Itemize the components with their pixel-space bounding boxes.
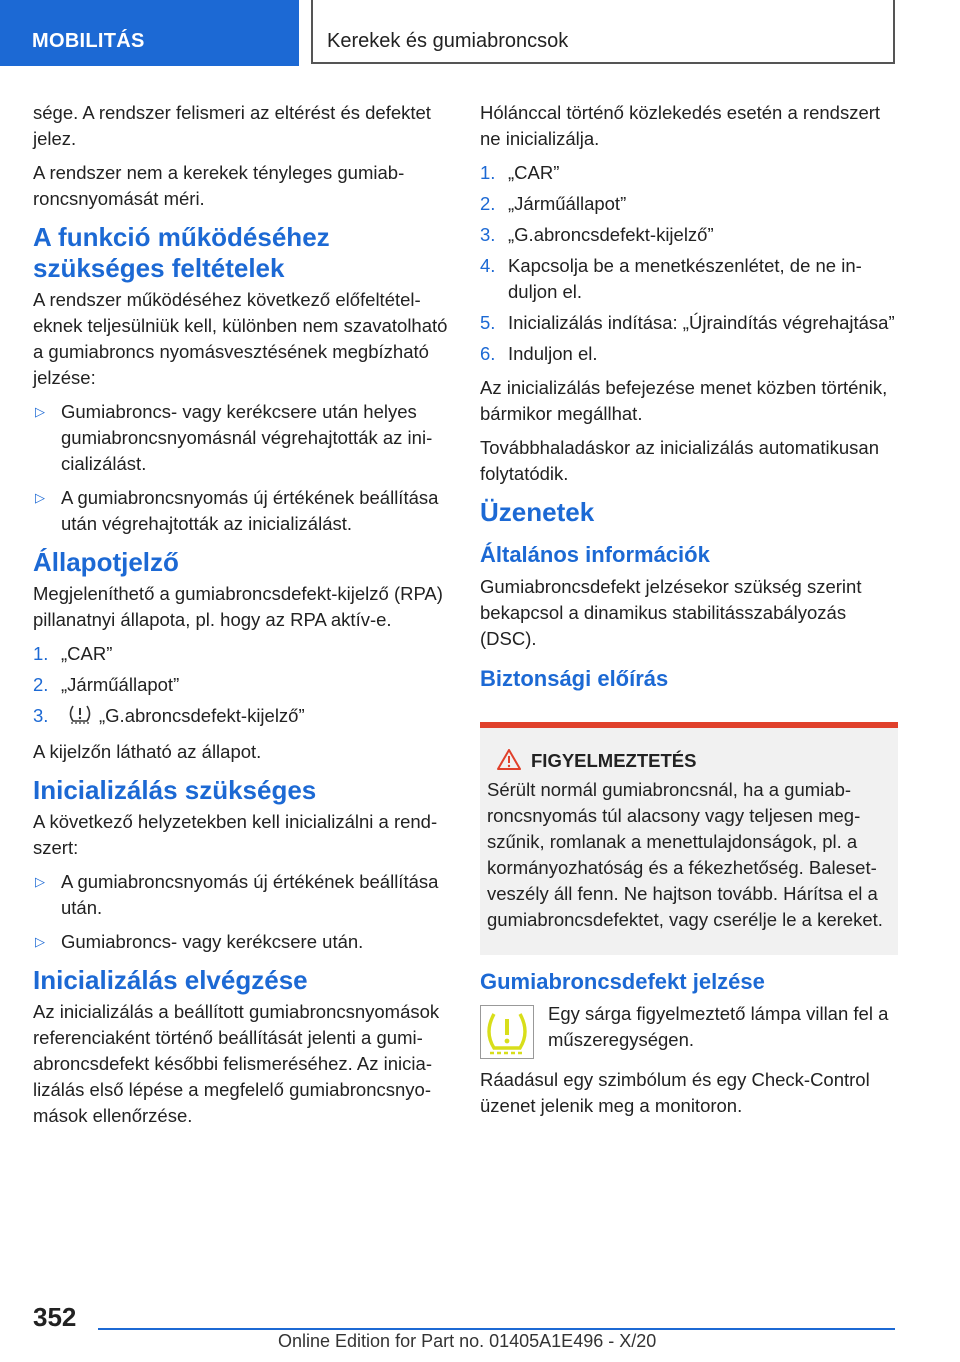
init-needed-bullet-list xyxy=(33,869,453,955)
step-item: 3. „G.abroncsdefekt-kijelző” xyxy=(480,224,714,245)
status-after-text: A kijelzőn látható az állapot. xyxy=(33,740,262,762)
page-header xyxy=(0,0,960,66)
warning-box xyxy=(480,722,898,955)
triangle-bullet-icon: ▷ xyxy=(35,490,45,505)
heading-general-info: Általános információk xyxy=(480,542,710,567)
warning-text: Sérült normál gumiabroncsnál, ha a gumiabroncsnyomás túl alacsony vagy teljesen megszűnik, romlanak a menettulajdonságok, pl. a kormányozhatóság és a fékezhetőség. Balesetveszély áll fenn. Ne hajtson tovább. Hárítsa el a gumiabroncsdefektet, vagy cserélje le a kereket. xyxy=(487,779,883,930)
tire-pressure-icon xyxy=(67,704,93,731)
tire-defect-text: Egy sárga figyelmeztető lámpa villan fel a műszeregységen. xyxy=(548,1003,889,1050)
warning-heading: FIGYELMEZTETÉS xyxy=(487,748,890,774)
step-item: 1. „CAR” xyxy=(33,643,113,664)
chapter-tab: Kerekek és gumiabroncsok xyxy=(311,0,895,64)
step-item: 5. Inicializálás indítása: „Újraindítás végrehajtása” xyxy=(480,312,895,333)
heading-init-needed: Inicializálás szükséges xyxy=(33,774,317,805)
heading-messages: Üzenetek xyxy=(480,497,595,527)
triangle-bullet-icon: ▷ xyxy=(35,933,45,949)
page-number: 352 xyxy=(33,1302,77,1332)
footer-divider xyxy=(98,1328,895,1330)
heading-tire-defect-indicator: Gumiabroncsdefekt jelzése xyxy=(480,969,765,994)
heading-init-perform: Inicializálás elvégzése xyxy=(33,964,308,995)
yellow-tire-warning-icon xyxy=(480,1005,534,1059)
general-info-paragraph: Gumiabroncsdefekt jelzésekor szükség szerint bekapcsol a dinamikus stabilitásszabályozás (DSC). xyxy=(480,576,862,649)
step-item: 2. „Járműállapot” xyxy=(33,674,180,695)
init-needed-paragraph: A következő helyzetekben kell inicializálni a rendszert: xyxy=(33,810,438,858)
function-paragraph: A rendszer működéséhez következő előfeltételeknek teljesülniük kell, különben nem szavatolható a gumiabroncs nyomásvesztésének megbízható jelzése: xyxy=(33,289,448,388)
intro-paragraph-1: sége. A rendszer felismeri az eltérést és defektet jelez. xyxy=(33,102,431,149)
init-perform-paragraph: Az inicializálás a beállított gumiabroncsnyomások referenciaként történő beállítását jelenti a gumiabroncsdefekt későbbi felismeréséhez. Az inicializálás első lépése a megfelelő gumiabroncsnyomások ellenőrzése. xyxy=(33,1000,440,1126)
step-item: 6. Induljon el. xyxy=(480,343,598,364)
triangle-bullet-icon: ▷ xyxy=(35,873,45,889)
step-item: 3. „G.abroncsdefekt-kijelző” xyxy=(33,703,453,731)
step-item: 2. „Járműállapot” xyxy=(480,193,627,214)
heading-status: Állapotjelző xyxy=(33,547,179,577)
heading-function-conditions: A funkció működéséhez szükséges feltételek xyxy=(33,222,330,283)
list-item: ▷ A gumiabroncsnyomás új értékének beállítása után. xyxy=(35,870,439,918)
section-tab: MOBILITÁS xyxy=(0,0,299,66)
init-steps xyxy=(480,160,898,367)
step-item: 4. Kapcsolja be a menetkészenlétet, de ne induljon el. xyxy=(480,255,862,302)
function-bullet-list xyxy=(33,399,453,537)
left-column xyxy=(33,100,453,1137)
edition-text: Online Edition for Part no. 01405A1E496 - X/20 xyxy=(278,1331,657,1351)
continuation-paragraph: Továbbhaladáskor az inicializálás automatikusan folytatódik. xyxy=(480,437,880,484)
heading-safety: Biztonsági előírás xyxy=(480,666,669,691)
triangle-bullet-icon: ▷ xyxy=(35,404,45,419)
check-control-paragraph: Ráadásul egy szimbólum és egy Check-Control üzenet jelenik meg a monitoron. xyxy=(480,1069,870,1116)
status-steps xyxy=(33,641,453,731)
completion-paragraph: Az inicializálás befejezése menet közben történik, bármikor megállhat. xyxy=(480,377,888,424)
status-paragraph: Megjeleníthető a gumiabroncsdefekt-kijelző (RPA) pillanatnyi állapota, pl. hogy az RPA aktív-e. xyxy=(33,583,443,630)
step-item: 1. „CAR” xyxy=(480,162,560,183)
right-column xyxy=(480,100,898,1127)
tire-defect-row xyxy=(480,1001,898,1055)
warning-triangle-icon xyxy=(497,750,531,771)
list-item: ▷ A gumiabroncsnyomás új értékének beállítása után végrehajtották az inicializálást. xyxy=(35,487,439,534)
list-item: ▷ Gumiabroncs- vagy kerékcsere után. xyxy=(33,929,453,955)
intro-paragraph-2: A rendszer nem a kerekek tényleges gumiabroncsnyomását méri. xyxy=(33,162,405,209)
list-item: ▷ Gumiabroncs- vagy kerékcsere után helyes gumiabroncsnyomásnál végrehajtották az inicializálást. xyxy=(35,401,433,474)
snow-chain-paragraph: Hólánccal történő közlekedés esetén a rendszert ne inicializálja. xyxy=(480,102,881,149)
